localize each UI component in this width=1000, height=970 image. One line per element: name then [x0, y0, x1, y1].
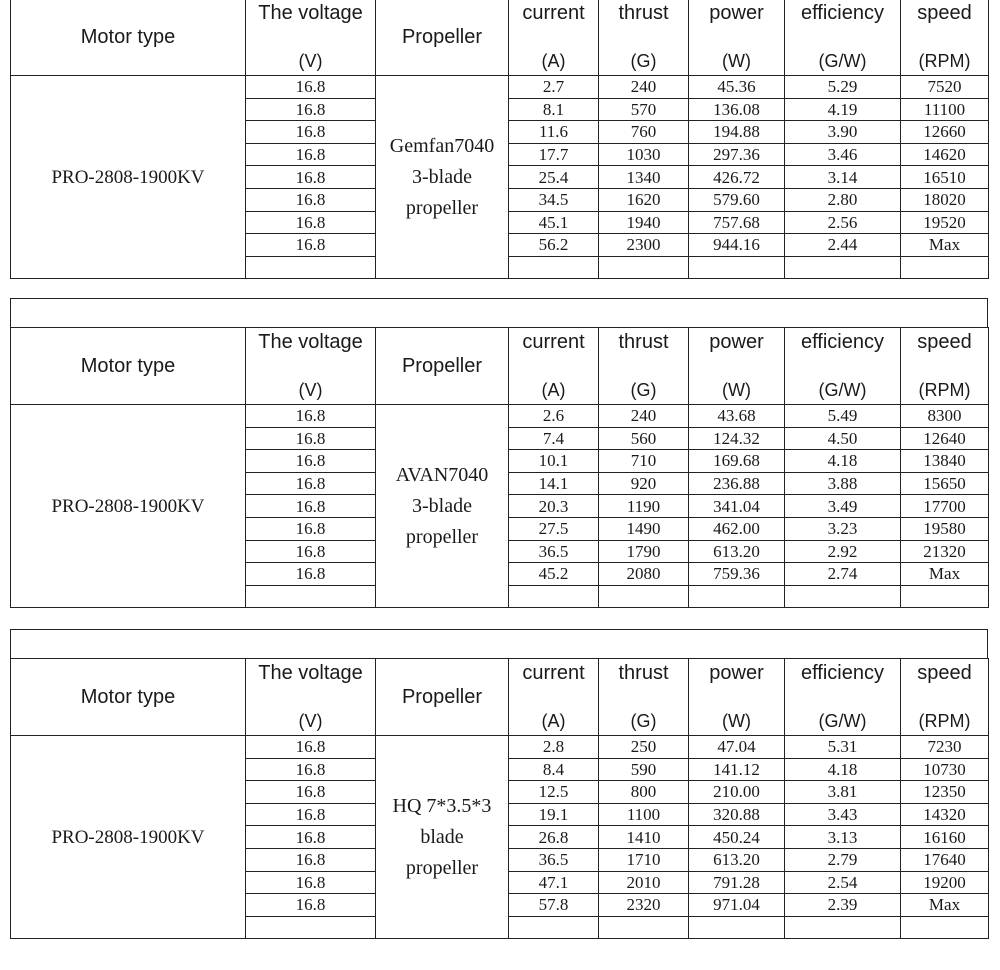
thrust-cell: 1940 — [599, 211, 689, 234]
current-cell: 36.5 — [509, 540, 599, 563]
efficiency-cell: 4.18 — [785, 450, 901, 473]
voltage-cell: 16.8 — [246, 234, 376, 257]
header-voltage-unit: (V) — [298, 711, 323, 731]
current-cell: 34.5 — [509, 188, 599, 211]
header-voltage — [246, 328, 376, 405]
efficiency-cell — [785, 585, 901, 608]
efficiency-cell: 3.43 — [785, 803, 901, 826]
thrust-cell: 240 — [599, 76, 689, 99]
header-thrust — [599, 659, 689, 736]
motor-type-cell: PRO-2808-1900KV — [11, 736, 246, 939]
thrust-cell: 1340 — [599, 166, 689, 189]
voltage-cell: 16.8 — [246, 540, 376, 563]
header-thrust-unit: (G) — [630, 711, 657, 731]
motor-table-block — [10, 658, 988, 939]
current-cell: 14.1 — [509, 472, 599, 495]
voltage-cell: 16.8 — [246, 803, 376, 826]
header-thrust-label: thrust — [618, 2, 669, 24]
speed-cell: 16510 — [901, 166, 989, 189]
current-cell: 47.1 — [509, 871, 599, 894]
thrust-cell: 570 — [599, 98, 689, 121]
thrust-cell: 1410 — [599, 826, 689, 849]
efficiency-cell: 2.56 — [785, 211, 901, 234]
voltage-cell: 16.8 — [246, 758, 376, 781]
efficiency-cell: 3.23 — [785, 517, 901, 540]
efficiency-cell: 2.79 — [785, 848, 901, 871]
propeller-line: propeller — [405, 856, 479, 879]
power-cell: 426.72 — [689, 166, 785, 189]
efficiency-cell: 5.29 — [785, 76, 901, 99]
header-propeller-label: Propeller — [401, 354, 483, 377]
thrust-cell: 1710 — [599, 848, 689, 871]
header-propeller-label: Propeller — [401, 25, 483, 48]
table-row — [11, 76, 989, 99]
speed-cell: 10730 — [901, 758, 989, 781]
efficiency-cell: 4.18 — [785, 758, 901, 781]
header-efficiency-label: efficiency — [800, 331, 884, 353]
header-current — [509, 659, 599, 736]
speed-cell: 21320 — [901, 540, 989, 563]
current-cell: 45.1 — [509, 211, 599, 234]
current-cell: 7.4 — [509, 427, 599, 450]
propeller-line: propeller — [405, 525, 479, 548]
power-cell: 971.04 — [689, 894, 785, 917]
voltage-cell: 16.8 — [246, 450, 376, 473]
table-row — [11, 736, 989, 759]
speed-cell — [901, 585, 989, 608]
voltage-cell: 16.8 — [246, 781, 376, 804]
thrust-cell — [599, 256, 689, 279]
speed-cell: 17700 — [901, 495, 989, 518]
header-propeller — [376, 659, 509, 736]
efficiency-cell: 3.13 — [785, 826, 901, 849]
thrust-cell: 560 — [599, 427, 689, 450]
efficiency-cell — [785, 256, 901, 279]
power-cell: 757.68 — [689, 211, 785, 234]
speed-cell: 12660 — [901, 121, 989, 144]
header-motor-type — [11, 659, 246, 736]
header-propeller — [376, 328, 509, 405]
power-cell: 47.04 — [689, 736, 785, 759]
current-cell: 20.3 — [509, 495, 599, 518]
efficiency-cell: 2.44 — [785, 234, 901, 257]
header-efficiency-label: efficiency — [800, 662, 884, 684]
efficiency-cell: 4.19 — [785, 98, 901, 121]
efficiency-cell: 2.92 — [785, 540, 901, 563]
thrust-cell: 1490 — [599, 517, 689, 540]
power-cell: 236.88 — [689, 472, 785, 495]
propeller-cell — [376, 76, 509, 279]
power-cell — [689, 256, 785, 279]
header-speed-unit: (RPM) — [918, 380, 971, 400]
voltage-cell: 16.8 — [246, 495, 376, 518]
efficiency-cell: 5.31 — [785, 736, 901, 759]
header-current-unit: (A) — [541, 380, 566, 400]
header-thrust-unit: (G) — [630, 51, 657, 71]
speed-cell: 18020 — [901, 188, 989, 211]
thrust-cell: 240 — [599, 405, 689, 428]
power-cell: 462.00 — [689, 517, 785, 540]
header-power-unit: (W) — [722, 51, 751, 71]
power-cell: 194.88 — [689, 121, 785, 144]
speed-cell: 7520 — [901, 76, 989, 99]
thrust-cell: 2300 — [599, 234, 689, 257]
thrust-cell: 1190 — [599, 495, 689, 518]
current-cell: 56.2 — [509, 234, 599, 257]
speed-cell: 11100 — [901, 98, 989, 121]
power-cell: 791.28 — [689, 871, 785, 894]
header-propeller-label: Propeller — [401, 685, 483, 708]
voltage-cell: 16.8 — [246, 143, 376, 166]
thrust-cell: 250 — [599, 736, 689, 759]
header-row — [11, 659, 989, 736]
voltage-cell: 16.8 — [246, 121, 376, 144]
power-cell: 43.68 — [689, 405, 785, 428]
header-row — [11, 328, 989, 405]
power-cell: 613.20 — [689, 540, 785, 563]
header-motor-type-label: Motor type — [80, 25, 176, 48]
thrust-cell: 1620 — [599, 188, 689, 211]
current-cell: 36.5 — [509, 848, 599, 871]
power-cell — [689, 585, 785, 608]
thrust-cell: 1100 — [599, 803, 689, 826]
current-cell: 8.4 — [509, 758, 599, 781]
efficiency-cell — [785, 916, 901, 939]
thrust-cell: 590 — [599, 758, 689, 781]
header-speed — [901, 659, 989, 736]
propeller-cell — [376, 736, 509, 939]
power-cell: 124.32 — [689, 427, 785, 450]
power-cell: 210.00 — [689, 781, 785, 804]
thrust-cell: 710 — [599, 450, 689, 473]
header-row — [11, 0, 989, 76]
header-speed — [901, 328, 989, 405]
header-speed-label: speed — [917, 331, 972, 353]
header-power-label: power — [709, 662, 764, 684]
header-efficiency-label: efficiency — [800, 2, 884, 24]
voltage-cell: 16.8 — [246, 405, 376, 428]
header-current — [509, 0, 599, 76]
speed-cell — [901, 916, 989, 939]
table-separator — [10, 298, 988, 328]
voltage-cell: 16.8 — [246, 472, 376, 495]
header-efficiency-unit: (G/W) — [818, 51, 867, 71]
power-cell: 297.36 — [689, 143, 785, 166]
header-speed — [901, 0, 989, 76]
efficiency-cell: 3.90 — [785, 121, 901, 144]
current-cell: 11.6 — [509, 121, 599, 144]
header-power-unit: (W) — [722, 380, 751, 400]
speed-cell: 13840 — [901, 450, 989, 473]
power-cell: 45.36 — [689, 76, 785, 99]
header-speed-unit: (RPM) — [918, 51, 971, 71]
header-current-unit: (A) — [541, 51, 566, 71]
power-cell: 944.16 — [689, 234, 785, 257]
efficiency-cell: 4.50 — [785, 427, 901, 450]
propeller-line: blade — [420, 825, 464, 848]
header-current-unit: (A) — [541, 711, 566, 731]
efficiency-cell: 2.80 — [785, 188, 901, 211]
power-cell: 579.60 — [689, 188, 785, 211]
header-voltage-unit: (V) — [298, 380, 323, 400]
voltage-cell: 16.8 — [246, 211, 376, 234]
voltage-cell: 16.8 — [246, 563, 376, 586]
current-cell: 26.8 — [509, 826, 599, 849]
header-motor-type — [11, 0, 246, 76]
power-cell — [689, 916, 785, 939]
header-thrust-label: thrust — [618, 331, 669, 353]
power-cell: 136.08 — [689, 98, 785, 121]
efficiency-cell: 3.81 — [785, 781, 901, 804]
voltage-cell: 16.8 — [246, 427, 376, 450]
propeller-line: HQ 7*3.5*3 — [392, 794, 492, 817]
header-voltage — [246, 659, 376, 736]
propeller-line: AVAN7040 — [395, 463, 489, 486]
speed-cell: Max — [901, 894, 989, 917]
thrust-cell: 1030 — [599, 143, 689, 166]
header-motor-type-label: Motor type — [80, 354, 176, 377]
efficiency-cell: 3.88 — [785, 472, 901, 495]
current-cell: 57.8 — [509, 894, 599, 917]
power-cell: 341.04 — [689, 495, 785, 518]
speed-cell: 15650 — [901, 472, 989, 495]
current-cell: 12.5 — [509, 781, 599, 804]
header-efficiency — [785, 0, 901, 76]
header-motor-type-label: Motor type — [80, 685, 176, 708]
motor-data-table — [10, 658, 989, 939]
voltage-cell — [246, 585, 376, 608]
propeller-line: 3-blade — [412, 165, 472, 188]
header-voltage-label: The voltage — [258, 662, 363, 684]
header-power — [689, 659, 785, 736]
speed-cell: 14620 — [901, 143, 989, 166]
voltage-cell: 16.8 — [246, 871, 376, 894]
voltage-cell: 16.8 — [246, 76, 376, 99]
motor-data-table — [10, 0, 989, 279]
voltage-cell: 16.8 — [246, 166, 376, 189]
propeller-line: 3-blade — [412, 494, 472, 517]
table-separator — [10, 629, 988, 659]
motor-type-cell: PRO-2808-1900KV — [11, 405, 246, 608]
speed-cell: 19580 — [901, 517, 989, 540]
current-cell: 2.6 — [509, 405, 599, 428]
motor-table-block — [10, 327, 988, 608]
voltage-cell: 16.8 — [246, 848, 376, 871]
thrust-cell — [599, 916, 689, 939]
current-cell: 10.1 — [509, 450, 599, 473]
header-thrust-label: thrust — [618, 662, 669, 684]
speed-cell: 8300 — [901, 405, 989, 428]
header-thrust — [599, 0, 689, 76]
thrust-cell: 1790 — [599, 540, 689, 563]
voltage-cell: 16.8 — [246, 517, 376, 540]
header-motor-type — [11, 328, 246, 405]
current-cell — [509, 256, 599, 279]
voltage-cell — [246, 916, 376, 939]
voltage-cell: 16.8 — [246, 736, 376, 759]
speed-cell: 19520 — [901, 211, 989, 234]
header-power-unit: (W) — [722, 711, 751, 731]
efficiency-cell: 2.74 — [785, 563, 901, 586]
header-current — [509, 328, 599, 405]
thrust-cell: 2320 — [599, 894, 689, 917]
thrust-cell — [599, 585, 689, 608]
current-cell — [509, 585, 599, 608]
speed-cell: 7230 — [901, 736, 989, 759]
motor-data-table — [10, 327, 989, 608]
voltage-cell: 16.8 — [246, 826, 376, 849]
power-cell: 450.24 — [689, 826, 785, 849]
header-efficiency — [785, 659, 901, 736]
propeller-line: Gemfan7040 — [389, 134, 495, 157]
voltage-cell: 16.8 — [246, 98, 376, 121]
voltage-cell: 16.8 — [246, 188, 376, 211]
header-propeller — [376, 0, 509, 76]
header-power-label: power — [709, 331, 764, 353]
efficiency-cell: 3.49 — [785, 495, 901, 518]
current-cell: 2.7 — [509, 76, 599, 99]
header-efficiency-unit: (G/W) — [818, 711, 867, 731]
speed-cell — [901, 256, 989, 279]
thrust-cell: 920 — [599, 472, 689, 495]
speed-cell: Max — [901, 234, 989, 257]
voltage-cell — [246, 256, 376, 279]
power-cell: 141.12 — [689, 758, 785, 781]
power-cell: 759.36 — [689, 563, 785, 586]
thrust-cell: 2080 — [599, 563, 689, 586]
header-voltage-label: The voltage — [258, 2, 363, 24]
header-speed-label: speed — [917, 2, 972, 24]
current-cell: 19.1 — [509, 803, 599, 826]
thrust-cell: 2010 — [599, 871, 689, 894]
efficiency-cell: 5.49 — [785, 405, 901, 428]
efficiency-cell: 2.54 — [785, 871, 901, 894]
header-power-label: power — [709, 2, 764, 24]
speed-cell: 19200 — [901, 871, 989, 894]
propeller-line: propeller — [405, 196, 479, 219]
power-cell: 613.20 — [689, 848, 785, 871]
speed-cell: 12350 — [901, 781, 989, 804]
header-power — [689, 328, 785, 405]
power-cell: 320.88 — [689, 803, 785, 826]
thrust-cell: 760 — [599, 121, 689, 144]
header-speed-label: speed — [917, 662, 972, 684]
table-row — [11, 405, 989, 428]
current-cell: 2.8 — [509, 736, 599, 759]
speed-cell: 16160 — [901, 826, 989, 849]
header-efficiency-unit: (G/W) — [818, 380, 867, 400]
header-efficiency — [785, 328, 901, 405]
current-cell: 27.5 — [509, 517, 599, 540]
header-current-label: current — [522, 2, 585, 24]
speed-cell: 17640 — [901, 848, 989, 871]
current-cell: 17.7 — [509, 143, 599, 166]
power-cell: 169.68 — [689, 450, 785, 473]
motor-type-cell: PRO-2808-1900KV — [11, 76, 246, 279]
efficiency-cell: 3.46 — [785, 143, 901, 166]
header-voltage-label: The voltage — [258, 331, 363, 353]
header-thrust-unit: (G) — [630, 380, 657, 400]
efficiency-cell: 3.14 — [785, 166, 901, 189]
current-cell: 8.1 — [509, 98, 599, 121]
motor-table-block — [10, 0, 988, 279]
current-cell: 25.4 — [509, 166, 599, 189]
header-power — [689, 0, 785, 76]
header-voltage-unit: (V) — [298, 51, 323, 71]
efficiency-cell: 2.39 — [785, 894, 901, 917]
current-cell: 45.2 — [509, 563, 599, 586]
voltage-cell: 16.8 — [246, 894, 376, 917]
speed-cell: 12640 — [901, 427, 989, 450]
speed-cell: Max — [901, 563, 989, 586]
thrust-cell: 800 — [599, 781, 689, 804]
header-current-label: current — [522, 662, 585, 684]
header-thrust — [599, 328, 689, 405]
header-voltage — [246, 0, 376, 76]
header-current-label: current — [522, 331, 585, 353]
header-speed-unit: (RPM) — [918, 711, 971, 731]
speed-cell: 14320 — [901, 803, 989, 826]
current-cell — [509, 916, 599, 939]
propeller-cell — [376, 405, 509, 608]
